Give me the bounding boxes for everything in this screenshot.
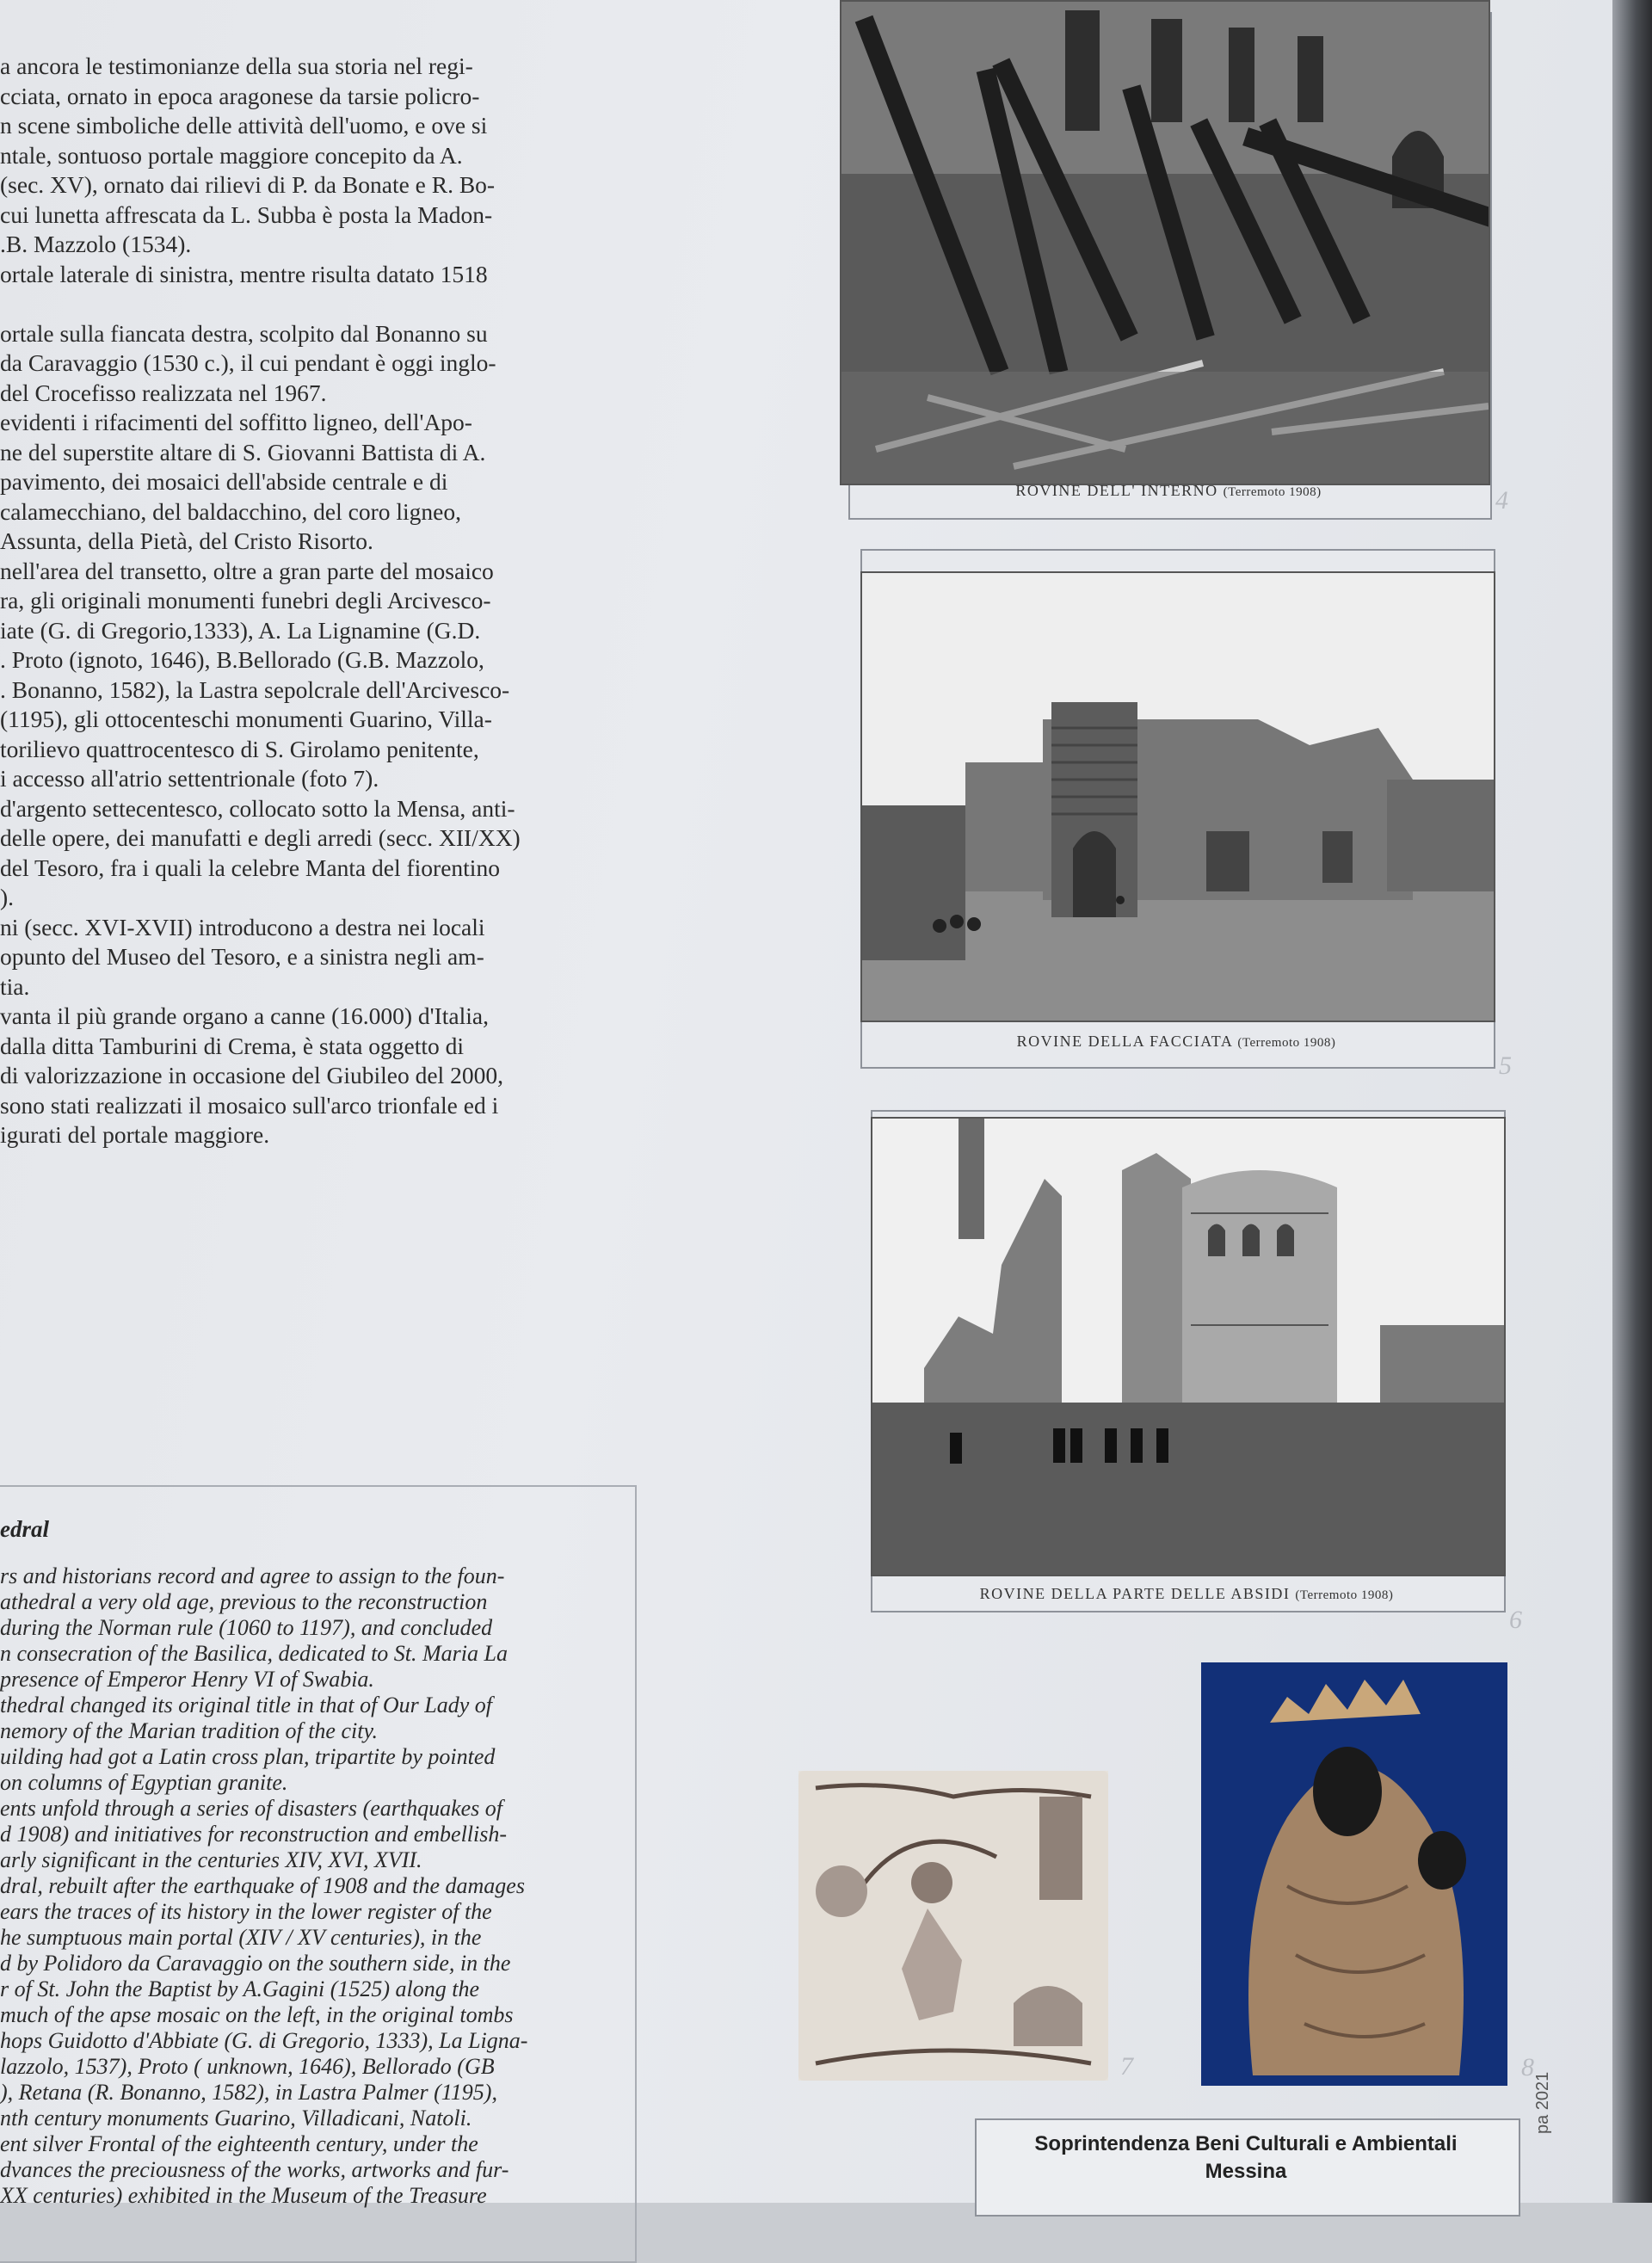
italian-text-line: (sec. XV), ornato dai rilievi di P. da Bonate e R. Bo- bbox=[0, 171, 496, 198]
italian-text-line: Assunta, della Pietà, del Cristo Risorto. bbox=[0, 527, 373, 554]
italian-text-line: del Crocefisso realizzata nel 1967. bbox=[0, 379, 327, 406]
italian-text-line: i accesso all'atrio settentrionale (foto 7). bbox=[0, 765, 379, 792]
english-text-line: much of the apse mosaic on the left, in the original tombs bbox=[0, 2002, 514, 2027]
english-text-line: he sumptuous main portal (XIV / XV centuries), in the bbox=[0, 1925, 482, 1950]
english-text-line: XX centuries) exhibited in the Museum of the Treasure bbox=[0, 2183, 487, 2208]
italian-text-line: ne del superstite altare di S. Giovanni Battista di A. bbox=[0, 438, 486, 466]
english-text-line: ent silver Frontal of the eighteenth century, under the bbox=[0, 2131, 478, 2156]
panel-edge bbox=[1612, 0, 1652, 2203]
italian-text-line: del Tesoro, fra i quali la celebre Manta del fiorentino bbox=[0, 854, 500, 881]
english-text-line: uilding had got a Latin cross plan, tripartite by pointed bbox=[0, 1744, 496, 1769]
photo-number-6: 6 bbox=[1509, 1606, 1522, 1634]
italian-text-line: n scene simboliche delle attività dell'uomo, e ove si bbox=[0, 112, 488, 139]
english-text-line: r of St. John the Baptist by A.Gagini (1525) along the bbox=[0, 1976, 480, 2001]
english-text-line: ents unfold through a series of disasters (earthquakes of bbox=[0, 1796, 503, 1821]
italian-text-line: calamecchiano, del baldacchino, del coro ligneo, bbox=[0, 497, 462, 525]
italian-text-line: a ancora le testimonianze della sua storia nel regi- bbox=[0, 52, 473, 79]
english-text-line: dvances the preciousness of the works, artworks and fur- bbox=[0, 2157, 509, 2182]
english-text-line: during the Norman rule (1060 to 1197), and concluded bbox=[0, 1615, 493, 1640]
english-text-line: d by Polidoro da Caravaggio on the southern side, in the bbox=[0, 1951, 511, 1976]
italian-text-line: ). bbox=[0, 884, 15, 910]
italian-text-line: ra, gli originali monumenti funebri degli Arcivesco- bbox=[0, 587, 491, 614]
soprintendenza-label: Soprintendenza Beni Culturali e Ambientali Messina bbox=[1034, 2132, 1458, 2183]
english-text-line: d 1908) and initiatives for reconstruction and embellish- bbox=[0, 1822, 508, 1847]
italian-text-line: tia. bbox=[0, 972, 30, 1000]
italian-text-line: ni (secc. XVI-XVII) introducono a destra nei locali bbox=[0, 913, 485, 940]
italian-text-line: nell'area del transetto, oltre a gran parte del mosaico bbox=[0, 557, 494, 584]
english-text-line: n consecration of the Basilica, dedicated to St. Maria La bbox=[0, 1641, 508, 1666]
italian-text-line: cui lunetta affrescata da L. Subba è posta la Madon- bbox=[0, 200, 493, 228]
english-text-block bbox=[0, 1563, 613, 2209]
italian-text-line: iate (G. di Gregorio,1333), A. La Lignamine (G.D. bbox=[0, 616, 481, 644]
english-text-line: hops Guidotto d'Abbiate (G. di Gregorio, 1333), La Ligna- bbox=[0, 2028, 528, 2053]
english-text-line: athedral a very old age, previous to the reconstruction bbox=[0, 1589, 488, 1614]
italian-text-line: dalla ditta Tamburini di Crema, è stata oggetto di bbox=[0, 1032, 465, 1059]
italian-text-line: ortale sulla fiancata destra, scolpito dal Bonanno su bbox=[0, 319, 488, 347]
photo-relief-st-jerome bbox=[798, 1771, 1108, 2081]
italian-text-line: pavimento, dei mosaici dell'abside centrale e di bbox=[0, 468, 448, 495]
photo-apses-ruins bbox=[871, 1117, 1506, 1576]
italian-text-line: . Proto (ignoto, 1646), B.Bellorado (G.B. Mazzolo, bbox=[0, 646, 484, 673]
photo-facade-ruins bbox=[860, 571, 1495, 1022]
caption-interior: ROVINE DELL' INTERNO (Terremoto 1908) bbox=[1015, 482, 1322, 499]
italian-text-line: d'argento settecentesco, collocato sotto la Mensa, anti- bbox=[0, 794, 515, 822]
italian-text-line: (1195), gli ottocenteschi monumenti Guarino, Villa- bbox=[0, 706, 492, 732]
english-text-line: presence of Emperor Henry VI of Swabia. bbox=[0, 1667, 374, 1692]
italian-text-line: torilievo quattrocentesco di S. Girolamo penitente, bbox=[0, 735, 479, 762]
italian-text-line: .B. Mazzolo (1534). bbox=[0, 231, 192, 257]
english-text-line: rs and historians record and agree to assign to the foun- bbox=[0, 1563, 505, 1588]
italian-text-line: cciata, ornato in epoca aragonese da tarsie policro- bbox=[0, 82, 480, 109]
english-text-line: thedral changed its original title in that of Our Lady of bbox=[0, 1693, 492, 1717]
italian-text-line: vanta il più grande organo a canne (16.000) d'Italia, bbox=[0, 1002, 489, 1029]
italian-text-line: sono stati realizzati il mosaico sull'arco trionfale ed i bbox=[0, 1091, 499, 1119]
italian-text-line: ntale, sontuoso portale maggiore concepito da A. bbox=[0, 141, 463, 169]
photo-number-4: 4 bbox=[1495, 486, 1508, 515]
vertical-credit: pa 2021 bbox=[1533, 2071, 1552, 2134]
english-text-line: on columns of Egyptian granite. bbox=[0, 1770, 288, 1795]
italian-text-line: da Caravaggio (1530 c.), il cui pendant è oggi inglo- bbox=[0, 349, 496, 376]
italian-text-line: igurati del portale maggiore. bbox=[0, 1121, 270, 1148]
italian-text-line: di valorizzazione in occasione del Giubileo del 2000, bbox=[0, 1062, 503, 1088]
english-text-line: ears the traces of its history in the lower register of the bbox=[0, 1899, 492, 1924]
english-text-line: ), Retana (R. Bonanno, 1582), in Lastra Palmer (1195), bbox=[0, 2080, 497, 2105]
english-text-line: nemory of the Marian tradition of the city. bbox=[0, 1718, 379, 1743]
caption-facade: ROVINE DELLA FACCIATA (Terremoto 1908) bbox=[1016, 1033, 1336, 1050]
english-text-line: nth century monuments Guarino, Villadicani, Natoli. bbox=[0, 2106, 472, 2130]
english-text-line: lazzolo, 1537), Proto ( unknown, 1646), Bellorado (GB bbox=[0, 2054, 495, 2079]
english-text-line: arly significant in the centuries XIV, XVI, XVII. bbox=[0, 1847, 422, 1872]
english-text-line: dral, rebuilt after the earthquake of 1908 and the damages bbox=[0, 1873, 525, 1898]
photo-interior-ruins bbox=[840, 0, 1490, 485]
italian-text-line: ortale laterale di sinistra, mentre risulta datato 1518 bbox=[0, 260, 488, 287]
italian-text-line: . Bonanno, 1582), la Lastra sepolcrale dell'Arcivesco- bbox=[0, 675, 510, 703]
caption-apses: ROVINE DELLA PARTE DELLE ABSIDI (Terremoto 1908) bbox=[979, 1585, 1394, 1602]
italian-text-line: delle opere, dei manufatti e degli arredi (secc. XII/XX) bbox=[0, 824, 521, 851]
english-title: edral bbox=[0, 1516, 49, 1542]
italian-text-line: opunto del Museo del Tesoro, e a sinistra negli am- bbox=[0, 943, 484, 970]
photo-madonna bbox=[1201, 1662, 1507, 2086]
italian-text-line bbox=[0, 289, 632, 319]
photo-number-8: 8 bbox=[1521, 2053, 1534, 2081]
photo-number-5: 5 bbox=[1499, 1051, 1512, 1080]
italian-text-line: evidenti i rifacimenti del soffitto ligneo, dell'Apo- bbox=[0, 409, 472, 435]
italian-text-block bbox=[0, 52, 632, 1150]
photo-number-7: 7 bbox=[1120, 2052, 1133, 2081]
